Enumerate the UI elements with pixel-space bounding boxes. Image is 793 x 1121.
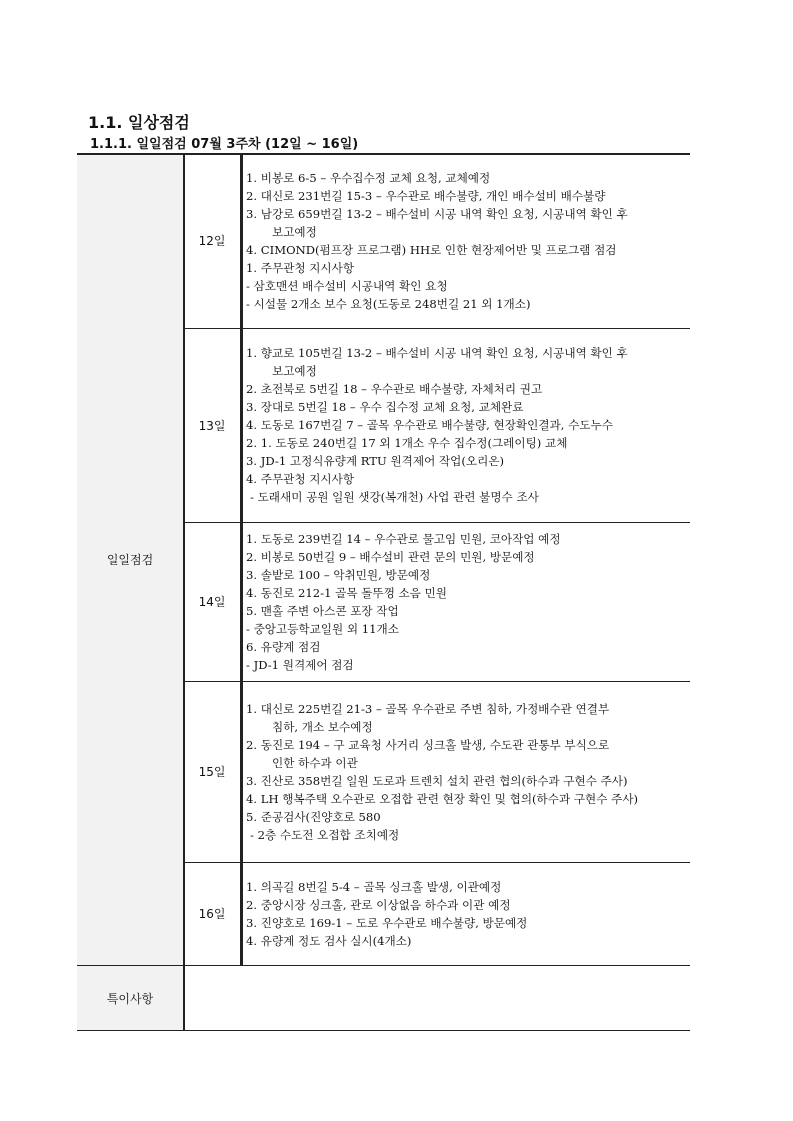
content-line: 1. 의곡길 8번길 5-4 – 골목 싱크홀 발생, 이관예정 — [246, 879, 502, 894]
day-label-16: 16일 — [198, 907, 226, 921]
content-line: 보고예정 — [272, 364, 317, 378]
content-line: - 중앙고등학교일원 외 11개소 — [246, 621, 399, 636]
content-line: - 삼호맨션 배수설비 시공내역 확인 요청 — [246, 278, 448, 293]
day-content-16 — [246, 862, 686, 965]
table-top-border — [77, 153, 690, 155]
content-line: 1. 주무관청 지시사항 — [246, 260, 355, 275]
day-content-14 — [246, 522, 686, 681]
category-daily-inspection: 일일점검 — [77, 153, 183, 965]
day-label-15: 15일 — [198, 765, 226, 779]
special-notes-content — [183, 965, 690, 1031]
section-heading: 1.1. 일상점검 — [88, 113, 190, 132]
content-line: 인한 하수과 이관 — [272, 755, 358, 770]
content-line: 5. 맨홀 주변 아스콘 포장 작업 — [246, 603, 399, 618]
content-line: - 도래새미 공원 일원 샛강(복개천) 사업 관련 불명수 조사 — [250, 490, 539, 504]
content-line: 3. 남강로 659번길 13-2 – 배수설비 시공 내역 확인 요청, 시공내역 확인 후 — [246, 206, 628, 221]
content-line: 2. 1. 도동로 240번길 17 외 1개소 우수 집수정(그레이팅) 교체 — [246, 436, 568, 450]
content-line: - JD-1 원격제어 점검 — [246, 657, 354, 672]
content-line: 보고예정 — [272, 224, 317, 239]
day-label-13: 13일 — [198, 418, 226, 433]
content-line: 3. 진산로 358번길 일원 도로과 트렌치 설치 관련 협의(하수과 구현수 주사) — [246, 773, 628, 788]
content-line: 2. 중앙시장 싱크홀, 관로 이상없음 하수과 이관 예정 — [246, 897, 511, 912]
content-line: 3. JD-1 고정식유량계 RTU 원격제어 작업(오리온) — [246, 454, 505, 468]
content-line: 1. 향교로 105번길 13-2 – 배수설비 시공 내역 확인 요청, 시공내역 확인 후 — [246, 346, 628, 360]
content-line: 4. 도동로 167번길 7 – 골목 우수관로 배수불량, 현장확인결과, 수도누수 — [246, 418, 613, 432]
content-line: 3. 진양호로 169-1 – 도로 우수관로 배수불량, 방문예정 — [246, 915, 528, 930]
content-line: 2. 초전북로 5번길 18 – 우수관로 배수불량, 자체처리 권고 — [246, 382, 543, 396]
day-content-13 — [246, 328, 686, 522]
section-divider — [77, 965, 690, 966]
content-line: 2. 비봉로 50번길 9 – 배수설비 관련 문의 민원, 방문예정 — [246, 549, 535, 564]
table-bottom-border — [77, 1030, 690, 1031]
content-line: 4. 유량계 정도 검사 실시(4개소) — [246, 933, 412, 948]
row-divider — [183, 681, 690, 682]
row-divider — [183, 522, 690, 523]
content-line: 침하, 개소 보수예정 — [272, 719, 373, 734]
row-divider — [183, 328, 690, 329]
content-line: - 2층 수도전 오접합 조치예정 — [250, 827, 400, 842]
content-line: 1. 도동로 239번길 14 – 우수관로 물고임 민원, 코아작업 예정 — [246, 531, 561, 546]
day-content-12 — [246, 153, 686, 328]
content-line: 2. 대신로 231번길 15-3 – 우수관로 배수불량, 개인 배수설비 배수불량 — [246, 188, 606, 203]
content-line: 4. 동진로 212-1 골목 돌뚜껑 소음 민원 — [246, 585, 447, 600]
day-label-14: 14일 — [198, 595, 226, 609]
content-line: - 시설물 2개소 보수 요청(도동로 248번길 21 외 1개소) — [246, 296, 531, 311]
category-column-border — [183, 153, 185, 1031]
day-content-15 — [246, 681, 686, 862]
day-label-12: 12일 — [198, 234, 226, 248]
inspection-table — [77, 153, 690, 1031]
content-line: 6. 유량계 점검 — [246, 639, 321, 654]
subsection-heading: 1.1.1. 일일점검 07월 3주차 (12일 ~ 16일) — [90, 137, 359, 152]
category-special-notes: 특이사항 — [77, 965, 183, 1031]
content-line: 4. CIMOND(펌프장 프로그램) HH로 인한 현장제어반 및 프로그램 점검 — [246, 242, 617, 257]
content-line: 4. 주무관청 지시사항 — [246, 472, 355, 486]
row-divider — [183, 862, 690, 863]
day-column-border — [240, 153, 243, 965]
content-line: 1. 대신로 225번길 21-3 – 골목 우수관로 주변 침하, 가정배수관 연결부 — [246, 701, 610, 716]
content-line: 2. 동진로 194 – 구 교육청 사거리 싱크홀 발생, 수도관 관통부 부식으로 — [246, 737, 610, 752]
content-line: 5. 준공검사(진양호로 580 — [246, 809, 381, 824]
content-line: 1. 비봉로 6-5 – 우수집수정 교체 요청, 교체예정 — [246, 170, 491, 185]
content-line: 3. 솔밭로 100 – 악취민원, 방문예정 — [246, 567, 431, 582]
content-line: 3. 장대로 5번길 18 – 우수 집수정 교체 요청, 교체완료 — [246, 400, 524, 414]
content-line: 4. LH 행복주택 오수관로 오접합 관련 현장 확인 및 협의(하수과 구현수 주사) — [246, 791, 639, 806]
